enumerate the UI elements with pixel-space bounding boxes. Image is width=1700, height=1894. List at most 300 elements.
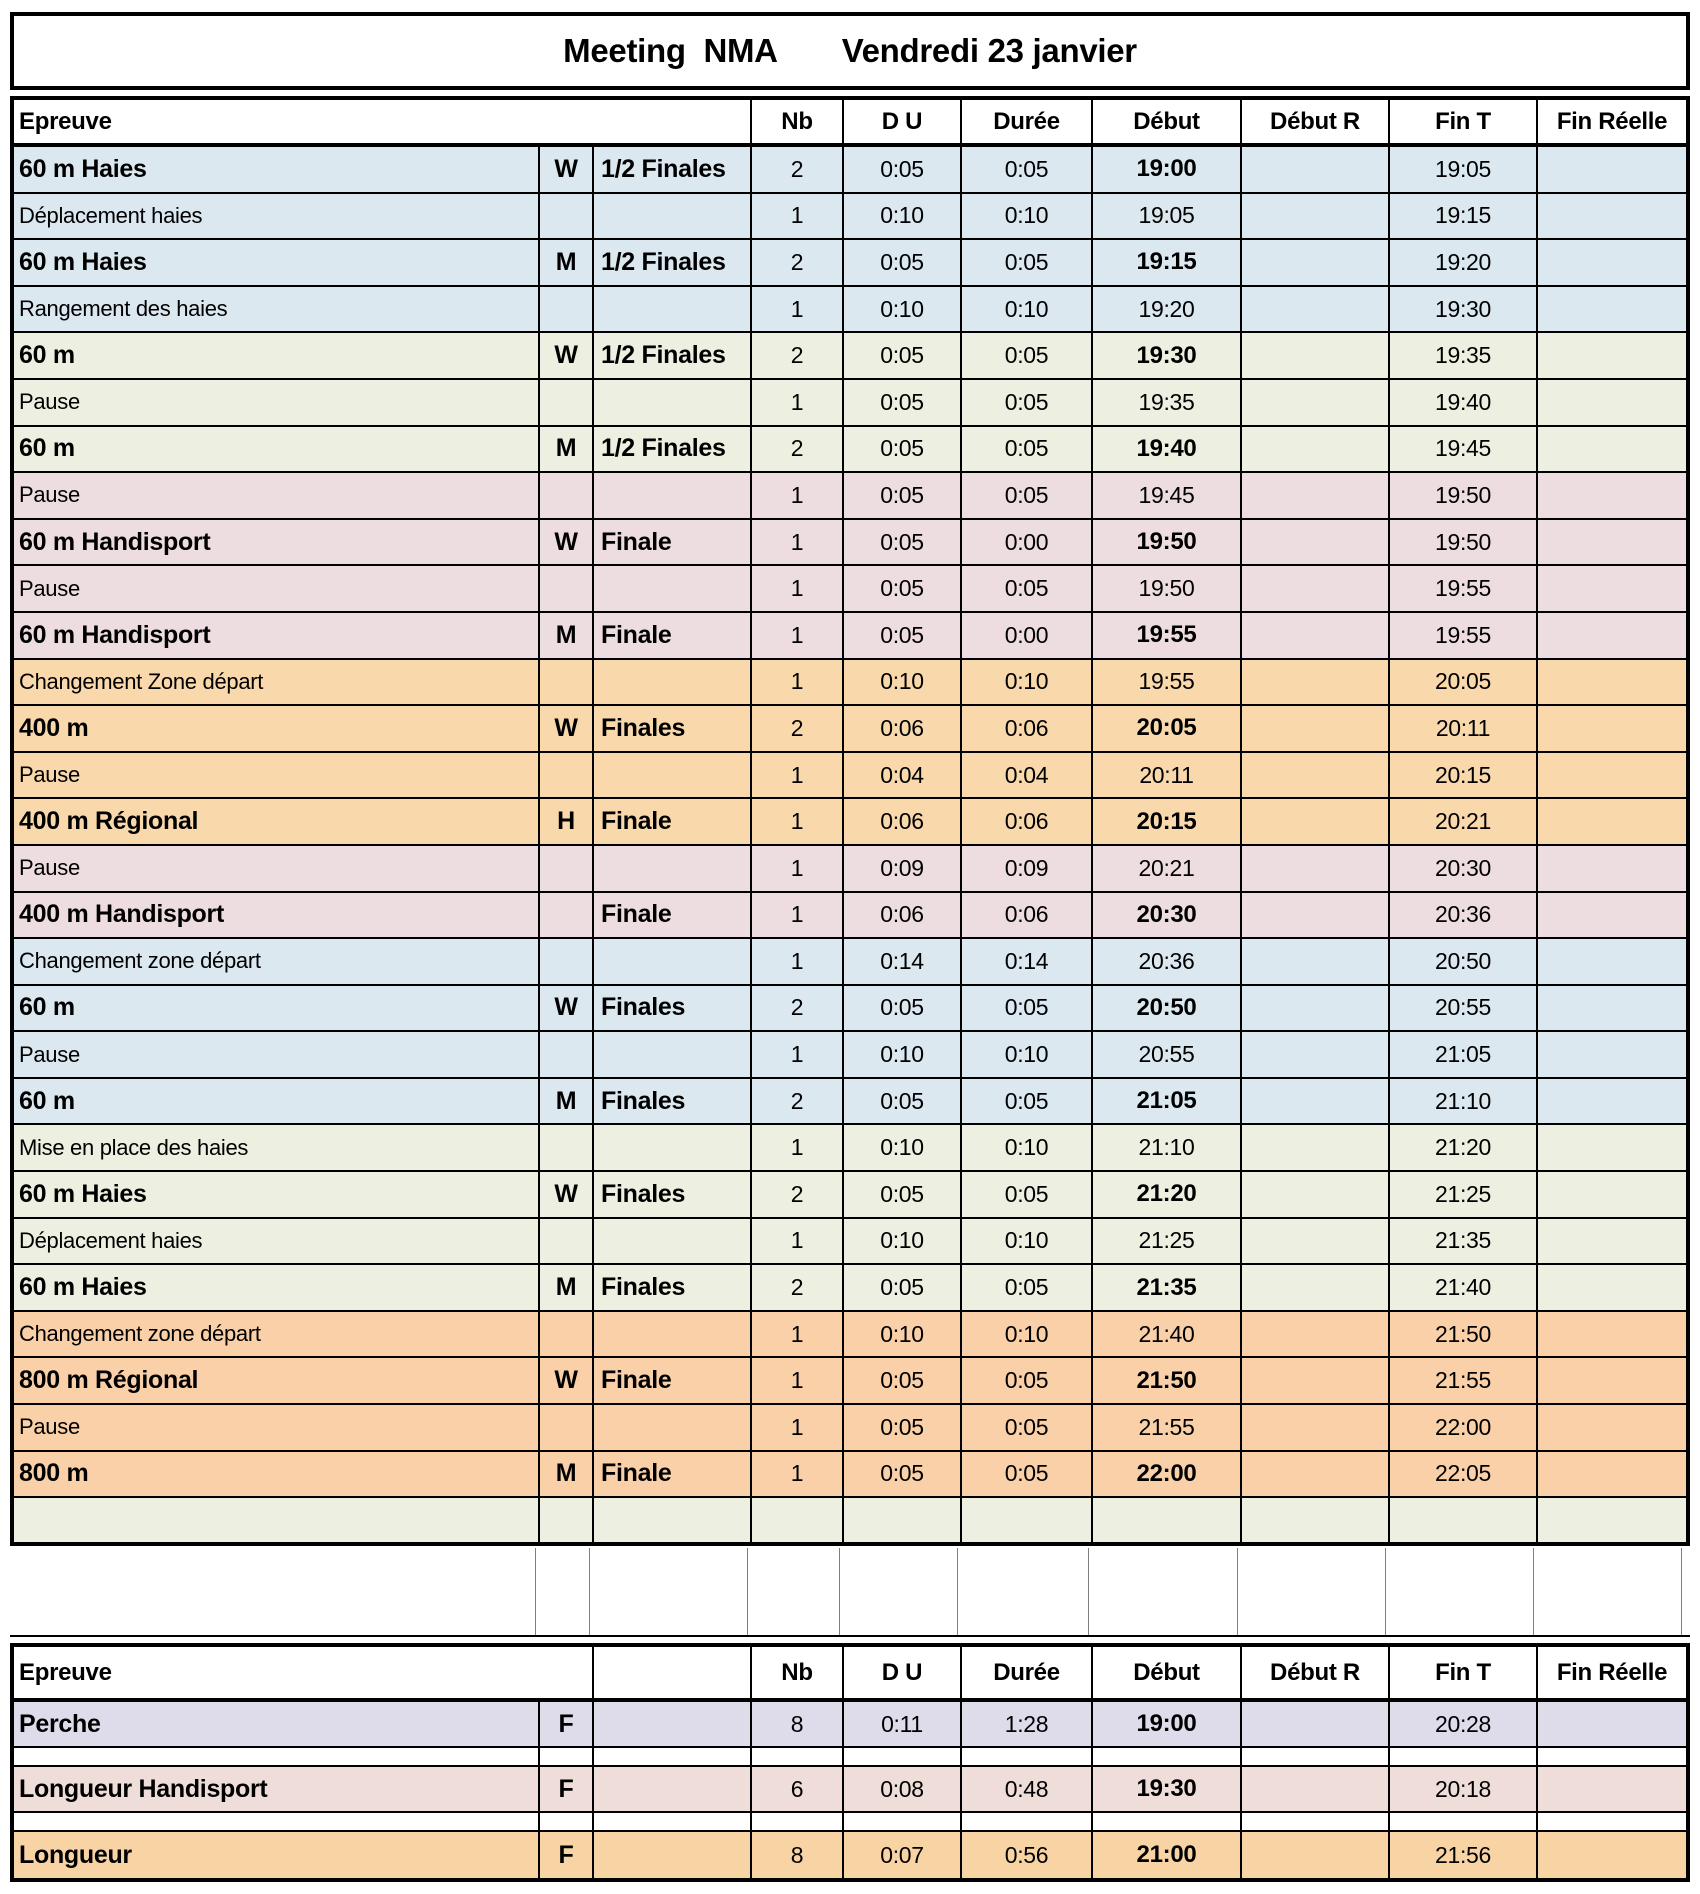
cell-db: 20:30	[1093, 893, 1242, 938]
cell-db: 19:45	[1093, 473, 1242, 518]
gap-cell-ep	[10, 1548, 536, 1635]
cell-dr: 0:10	[962, 287, 1093, 332]
cell-tr	[594, 1748, 752, 1765]
cell-dr: 0:05	[962, 147, 1093, 192]
cell-du: 0:10	[844, 1032, 962, 1077]
cell-dbr	[1242, 1813, 1390, 1830]
cell-nb: 8	[752, 1832, 844, 1878]
cell-fr	[1538, 846, 1686, 891]
cell-du: 0:09	[844, 846, 962, 891]
cell-nb	[752, 1748, 844, 1765]
cell-dr: 0:06	[962, 799, 1093, 844]
cell-fr	[1538, 753, 1686, 798]
cell-ft: 19:30	[1390, 287, 1538, 332]
cell-dbr	[1242, 1079, 1390, 1124]
cell-tr	[594, 1219, 752, 1264]
cell-fr	[1538, 380, 1686, 425]
cell-sx: W	[540, 706, 594, 751]
cell-fr	[1538, 240, 1686, 285]
table-row	[14, 1498, 1686, 1542]
column-header-nb: Nb	[752, 1647, 844, 1698]
spacer-row	[14, 1748, 1686, 1767]
cell-du: 0:11	[844, 1702, 962, 1746]
cell-dr: 0:05	[962, 1358, 1093, 1403]
cell-du: 0:05	[844, 520, 962, 565]
table-row	[14, 333, 1686, 380]
table-row	[14, 1312, 1686, 1359]
cell-sx	[540, 846, 594, 891]
cell-ep: 60 m	[14, 986, 540, 1031]
cell-nb: 2	[752, 147, 844, 192]
column-header-du: D U	[844, 1647, 962, 1698]
cell-fr	[1538, 1032, 1686, 1077]
cell-ep: Changement zone départ	[14, 939, 540, 984]
gap-cell-nb	[748, 1548, 840, 1635]
cell-du: 0:05	[844, 473, 962, 518]
column-header-dr: Durée	[962, 1647, 1093, 1698]
cell-db: 19:55	[1093, 613, 1242, 658]
cell-dbr	[1242, 240, 1390, 285]
meet-title: Meeting NMA	[563, 32, 778, 69]
spacer-row	[14, 1813, 1686, 1832]
cell-du: 0:10	[844, 1125, 962, 1170]
table-row	[14, 520, 1686, 567]
cell-ft: 20:18	[1390, 1767, 1538, 1811]
cell-dr: 0:05	[962, 1172, 1093, 1217]
cell-tr: Finale	[594, 1358, 752, 1403]
cell-du: 0:05	[844, 240, 962, 285]
cell-du: 0:14	[844, 939, 962, 984]
cell-sx	[540, 473, 594, 518]
cell-tr: 1/2 Finales	[594, 427, 752, 472]
cell-sx	[540, 660, 594, 705]
cell-dbr	[1242, 1748, 1390, 1765]
cell-nb: 1	[752, 753, 844, 798]
cell-ep: 60 m Haies	[14, 1172, 540, 1217]
table-row	[14, 1832, 1686, 1878]
cell-ep	[14, 1498, 540, 1542]
cell-fr	[1538, 799, 1686, 844]
cell-ft: 20:30	[1390, 846, 1538, 891]
cell-sx	[540, 194, 594, 239]
cell-ft: 20:15	[1390, 753, 1538, 798]
cell-dbr	[1242, 706, 1390, 751]
cell-ft: 20:21	[1390, 799, 1538, 844]
cell-nb: 2	[752, 1265, 844, 1310]
cell-tr: Finale	[594, 613, 752, 658]
cell-dbr	[1242, 194, 1390, 239]
cell-nb: 1	[752, 660, 844, 705]
cell-fr	[1538, 986, 1686, 1031]
cell-nb: 1	[752, 1405, 844, 1450]
table-row	[14, 799, 1686, 846]
header-row	[14, 1647, 1686, 1702]
cell-sx: F	[540, 1767, 594, 1811]
cell-fr	[1538, 473, 1686, 518]
cell-db: 21:50	[1093, 1358, 1242, 1403]
cell-dbr	[1242, 520, 1390, 565]
cell-dbr	[1242, 333, 1390, 378]
gap-cell-db	[1089, 1548, 1238, 1635]
cell-dr: 0:05	[962, 1079, 1093, 1124]
cell-ft: 19:55	[1390, 566, 1538, 611]
column-header-dr: Durée	[962, 100, 1093, 143]
cell-db: 19:30	[1093, 1767, 1242, 1811]
cell-tr	[594, 753, 752, 798]
cell-ft	[1390, 1813, 1538, 1830]
cell-dbr	[1242, 1219, 1390, 1264]
cell-db: 19:05	[1093, 194, 1242, 239]
cell-du: 0:10	[844, 1219, 962, 1264]
table-row	[14, 660, 1686, 707]
cell-fr	[1538, 1125, 1686, 1170]
cell-dr: 0:00	[962, 613, 1093, 658]
cell-dr: 0:05	[962, 1265, 1093, 1310]
cell-sx	[540, 1405, 594, 1450]
cell-ft	[1390, 1498, 1538, 1542]
table-row	[14, 287, 1686, 334]
cell-db: 19:30	[1093, 333, 1242, 378]
cell-dbr	[1242, 660, 1390, 705]
cell-dr: 0:10	[962, 194, 1093, 239]
table-row	[14, 753, 1686, 800]
gap-cell-dbr	[1238, 1548, 1386, 1635]
cell-nb: 1	[752, 380, 844, 425]
cell-du: 0:05	[844, 1172, 962, 1217]
table-row	[14, 706, 1686, 753]
cell-db: 21:10	[1093, 1125, 1242, 1170]
cell-fr	[1538, 1265, 1686, 1310]
cell-db: 22:00	[1093, 1452, 1242, 1497]
cell-ft: 21:56	[1390, 1832, 1538, 1878]
cell-nb: 1	[752, 566, 844, 611]
cell-du: 0:10	[844, 287, 962, 332]
cell-sx	[540, 287, 594, 332]
table-row	[14, 1219, 1686, 1266]
cell-ep: 400 m Régional	[14, 799, 540, 844]
cell-sx	[540, 753, 594, 798]
cell-ep: 60 m Haies	[14, 147, 540, 192]
cell-nb: 6	[752, 1767, 844, 1811]
cell-dr: 0:10	[962, 1032, 1093, 1077]
cell-dbr	[1242, 1358, 1390, 1403]
cell-ep: Déplacement haies	[14, 1219, 540, 1264]
cell-tr: Finale	[594, 799, 752, 844]
table-row	[14, 380, 1686, 427]
cell-ep: 60 m Haies	[14, 240, 540, 285]
cell-tr	[594, 1498, 752, 1542]
cell-dbr	[1242, 799, 1390, 844]
cell-du: 0:05	[844, 147, 962, 192]
cell-ft: 19:55	[1390, 613, 1538, 658]
cell-ep: Pause	[14, 1405, 540, 1450]
cell-ft: 21:40	[1390, 1265, 1538, 1310]
cell-ep	[14, 1813, 540, 1830]
cell-nb: 1	[752, 194, 844, 239]
cell-dbr	[1242, 1702, 1390, 1746]
column-header-fr: Fin Réelle	[1556, 1658, 1668, 1686]
cell-fr	[1538, 1832, 1686, 1878]
cell-dr: 0:05	[962, 1405, 1093, 1450]
cell-db: 21:35	[1093, 1265, 1242, 1310]
cell-dbr	[1242, 1832, 1390, 1878]
cell-ft: 19:20	[1390, 240, 1538, 285]
cell-dr	[962, 1498, 1093, 1542]
table-row	[14, 427, 1686, 474]
column-header-dbr: Début R	[1242, 100, 1390, 143]
cell-tr	[594, 566, 752, 611]
cell-nb: 8	[752, 1702, 844, 1746]
table-row	[14, 566, 1686, 613]
cell-dbr	[1242, 1125, 1390, 1170]
cell-dbr	[1242, 846, 1390, 891]
column-header-ep: Epreuve	[14, 1647, 594, 1698]
cell-dr: 0:04	[962, 753, 1093, 798]
cell-nb: 1	[752, 846, 844, 891]
spreadsheet-gap	[10, 1548, 1690, 1637]
track-schedule-table	[10, 96, 1690, 1546]
cell-fr	[1538, 566, 1686, 611]
cell-fr	[1538, 660, 1686, 705]
cell-db: 19:20	[1093, 287, 1242, 332]
cell-du: 0:06	[844, 799, 962, 844]
cell-dbr	[1242, 1312, 1390, 1357]
cell-nb: 2	[752, 333, 844, 378]
cell-tr: 1/2 Finales	[594, 333, 752, 378]
cell-du: 0:05	[844, 1405, 962, 1450]
cell-ep: Pause	[14, 380, 540, 425]
cell-fr	[1538, 1172, 1686, 1217]
column-header-dbr: Début R	[1242, 1647, 1390, 1698]
table-row	[14, 1452, 1686, 1499]
cell-du	[844, 1748, 962, 1765]
cell-du: 0:05	[844, 427, 962, 472]
cell-sx	[540, 1748, 594, 1765]
cell-ep: 60 m	[14, 333, 540, 378]
cell-dr: 0:05	[962, 333, 1093, 378]
cell-db: 21:20	[1093, 1172, 1242, 1217]
cell-tr: Finale	[594, 520, 752, 565]
cell-sx	[540, 380, 594, 425]
cell-db: 19:00	[1093, 147, 1242, 192]
cell-ep: Longueur Handisport	[14, 1767, 540, 1811]
cell-ep: Perche	[14, 1702, 540, 1746]
cell-db: 20:55	[1093, 1032, 1242, 1077]
cell-ft: 20:05	[1390, 660, 1538, 705]
cell-ft: 21:35	[1390, 1219, 1538, 1264]
cell-fr	[1538, 427, 1686, 472]
cell-tr	[594, 1405, 752, 1450]
cell-sx: M	[540, 1452, 594, 1497]
cell-nb: 2	[752, 986, 844, 1031]
cell-tr: Finales	[594, 1079, 752, 1124]
cell-ep: Pause	[14, 566, 540, 611]
cell-tr	[594, 287, 752, 332]
cell-fr	[1538, 1079, 1686, 1124]
cell-sx	[540, 939, 594, 984]
cell-sx: W	[540, 147, 594, 192]
column-header-ft: Fin T	[1390, 1647, 1538, 1698]
cell-dbr	[1242, 380, 1390, 425]
cell-dr: 0:05	[962, 427, 1093, 472]
table-row	[14, 194, 1686, 241]
cell-ft: 21:50	[1390, 1312, 1538, 1357]
gap-cell-fr	[1534, 1548, 1682, 1635]
cell-dr: 0:10	[962, 1125, 1093, 1170]
cell-sx	[540, 1032, 594, 1077]
cell-du	[844, 1813, 962, 1830]
table-row	[14, 1079, 1686, 1126]
cell-sx: W	[540, 986, 594, 1031]
cell-dbr	[1242, 1032, 1390, 1077]
cell-ft: 19:50	[1390, 520, 1538, 565]
cell-tr	[594, 194, 752, 239]
cell-du: 0:05	[844, 1265, 962, 1310]
cell-fr	[1538, 1813, 1686, 1830]
cell-dr: 0:56	[962, 1832, 1093, 1878]
cell-fr	[1538, 194, 1686, 239]
cell-fr	[1538, 893, 1686, 938]
header-row	[14, 100, 1686, 147]
cell-sx: M	[540, 427, 594, 472]
table-row	[14, 1032, 1686, 1079]
column-header-db: Début	[1093, 1647, 1242, 1698]
cell-sx	[540, 1813, 594, 1830]
cell-db: 20:15	[1093, 799, 1242, 844]
cell-nb: 1	[752, 1452, 844, 1497]
cell-db: 20:11	[1093, 753, 1242, 798]
cell-ft: 21:05	[1390, 1032, 1538, 1077]
cell-dr: 0:05	[962, 380, 1093, 425]
cell-ep: Pause	[14, 753, 540, 798]
cell-nb: 1	[752, 1358, 844, 1403]
cell-ep: Rangement des haies	[14, 287, 540, 332]
cell-tr	[594, 473, 752, 518]
cell-du: 0:05	[844, 380, 962, 425]
cell-db: 21:25	[1093, 1219, 1242, 1264]
cell-sx: W	[540, 520, 594, 565]
cell-ep: 60 m	[14, 427, 540, 472]
cell-nb: 2	[752, 706, 844, 751]
cell-db: 21:05	[1093, 1079, 1242, 1124]
cell-tr	[594, 1813, 752, 1830]
cell-du: 0:05	[844, 1079, 962, 1124]
gap-cell-du	[840, 1548, 958, 1635]
cell-nb: 1	[752, 1032, 844, 1077]
table-row	[14, 147, 1686, 194]
cell-ep: 60 m Handisport	[14, 520, 540, 565]
cell-ep: Pause	[14, 1032, 540, 1077]
cell-nb: 2	[752, 427, 844, 472]
cell-ep: 400 m Handisport	[14, 893, 540, 938]
cell-tr	[594, 1312, 752, 1357]
cell-nb: 1	[752, 520, 844, 565]
cell-db: 21:40	[1093, 1312, 1242, 1357]
cell-dr: 1:28	[962, 1702, 1093, 1746]
cell-ft: 19:15	[1390, 194, 1538, 239]
column-header-fr: Fin Réelle	[1556, 107, 1668, 135]
cell-tr	[594, 1832, 752, 1878]
cell-dbr	[1242, 1405, 1390, 1450]
cell-dr	[962, 1813, 1093, 1830]
cell-sx: F	[540, 1702, 594, 1746]
cell-nb	[752, 1498, 844, 1542]
cell-db: 19:40	[1093, 427, 1242, 472]
cell-sx	[540, 893, 594, 938]
cell-ep: Mise en place des haies	[14, 1125, 540, 1170]
table-row	[14, 939, 1686, 986]
cell-dbr	[1242, 753, 1390, 798]
cell-dbr	[1242, 566, 1390, 611]
cell-fr	[1538, 1358, 1686, 1403]
cell-fr	[1538, 613, 1686, 658]
cell-fr	[1538, 1748, 1686, 1765]
cell-dr: 0:10	[962, 1219, 1093, 1264]
column-header-db: Début	[1093, 100, 1242, 143]
cell-dbr	[1242, 1767, 1390, 1811]
cell-du	[844, 1498, 962, 1542]
column-header-ep: Epreuve	[14, 100, 752, 143]
cell-tr: Finale	[594, 1452, 752, 1497]
cell-fr	[1538, 1498, 1686, 1542]
column-header-ft: Fin T	[1390, 100, 1538, 143]
table-row	[14, 986, 1686, 1033]
cell-ft: 19:45	[1390, 427, 1538, 472]
cell-db: 20:50	[1093, 986, 1242, 1031]
cell-nb: 1	[752, 613, 844, 658]
cell-tr: Finales	[594, 1265, 752, 1310]
cell-ft: 19:05	[1390, 147, 1538, 192]
cell-nb	[752, 1813, 844, 1830]
cell-nb: 1	[752, 1312, 844, 1357]
cell-ft: 20:55	[1390, 986, 1538, 1031]
cell-ft: 19:40	[1390, 380, 1538, 425]
cell-ep: 800 m Régional	[14, 1358, 540, 1403]
cell-fr	[1538, 1767, 1686, 1811]
cell-ft: 19:50	[1390, 473, 1538, 518]
cell-dr: 0:48	[962, 1767, 1093, 1811]
field-schedule-table	[10, 1643, 1690, 1882]
gap-cell-sx	[536, 1548, 590, 1635]
cell-du: 0:06	[844, 706, 962, 751]
cell-sx: M	[540, 613, 594, 658]
cell-dbr	[1242, 613, 1390, 658]
cell-ep: Pause	[14, 473, 540, 518]
cell-nb: 1	[752, 1219, 844, 1264]
cell-du: 0:05	[844, 1358, 962, 1403]
cell-dr: 0:06	[962, 706, 1093, 751]
cell-ep: 60 m	[14, 1079, 540, 1124]
cell-nb: 1	[752, 939, 844, 984]
column-header-nb: Nb	[752, 100, 844, 143]
cell-ft: 20:11	[1390, 706, 1538, 751]
cell-fr	[1538, 1702, 1686, 1746]
cell-dr: 0:05	[962, 1452, 1093, 1497]
cell-sx: W	[540, 1358, 594, 1403]
cell-db: 19:55	[1093, 660, 1242, 705]
cell-tr: Finales	[594, 706, 752, 751]
table-row	[14, 240, 1686, 287]
cell-dr: 0:05	[962, 240, 1093, 285]
cell-dbr	[1242, 473, 1390, 518]
cell-nb: 2	[752, 1172, 844, 1217]
cell-nb: 1	[752, 287, 844, 332]
cell-ep: Déplacement haies	[14, 194, 540, 239]
cell-ft: 21:25	[1390, 1172, 1538, 1217]
cell-ft	[1390, 1748, 1538, 1765]
cell-ep: 60 m Haies	[14, 1265, 540, 1310]
table-row	[14, 1767, 1686, 1813]
